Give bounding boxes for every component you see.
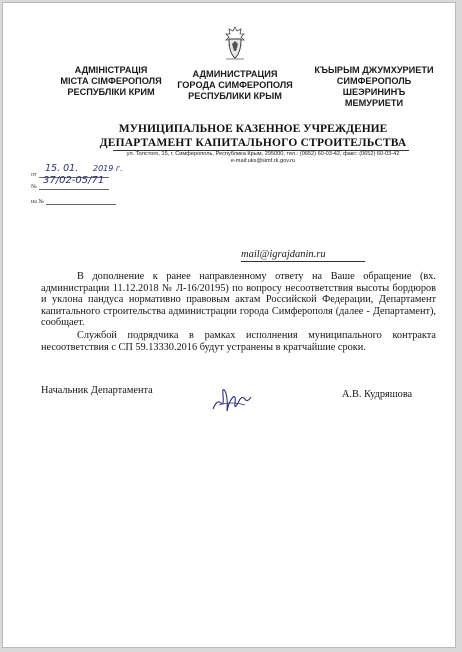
header-ukrainian: АДМІНІСТРАЦІЯ МІСТА СІМФЕРОПОЛЯ РЕСПУБЛІКИ КРИМ [60, 65, 162, 97]
number-line: № [31, 184, 109, 190]
recipient-email-underline [241, 261, 365, 262]
signatory-name: А.В. Кудряшова [342, 389, 413, 400]
crimea-coat-of-arms-icon [222, 25, 248, 61]
date-line: от [31, 172, 109, 178]
organization-address: ул. Толстого, 15, г. Симферополь, Республика Крым, 295000, тел.: (0652) 60-03-42, факс: (0652) 60-03-42 [126, 151, 400, 157]
organization-email: e-mail:uks@simf.rk.gov.ru [230, 158, 296, 164]
body-paragraph: Службой подрядчика в рамках исполнения муниципального контракта несоответствия с СП 59.13330.2016 будут устранены в кратчайшие сроки. [41, 330, 436, 353]
document-page [2, 2, 456, 648]
organization-name: МУНИЦИПАЛЬНОЕ КАЗЕННОЕ УЧРЕЖДЕНИЕ [118, 123, 388, 135]
header-russian: АДМИНИСТРАЦИЯ ГОРОДА СИМФЕРОПОЛЯ РЕСПУБЛИКИ КРЫМ [177, 69, 293, 101]
signatory-title: Начальник Департамента [41, 385, 153, 396]
recipient-email: mail@igrajdanin.ru [241, 249, 326, 260]
date-handwritten: 15. 01. [45, 163, 79, 174]
number-handwritten: 37/02-05/71 [43, 175, 105, 186]
date-year: 2019 г. [93, 164, 123, 173]
organization-department: ДЕПАРТАМЕНТ КАПИТАЛЬНОГО СТРОИТЕЛЬСТВА [99, 137, 407, 149]
header-crimean-tatar: КЪЫРЫМ ДЖУМХУРИЕТИ СИМФЕРОПОЛЬ ШЕЭРИНИНЪ МЕМУРИЕТИ [314, 65, 434, 108]
body-paragraph: В дополнение к ранее направленному ответу на Ваше обращение (вх. администрации 11.12.2018 № Л-16/20195) по вопросу несоответствия высоты бордюров и уклона пандуса нормативно правовым актам Российской Федерации, Департамент капитального строительства администрации города Симферополя (далее - Департамент), сообщает. [41, 271, 436, 329]
handwritten-signature [209, 381, 257, 417]
reply-line: на № [31, 199, 116, 205]
